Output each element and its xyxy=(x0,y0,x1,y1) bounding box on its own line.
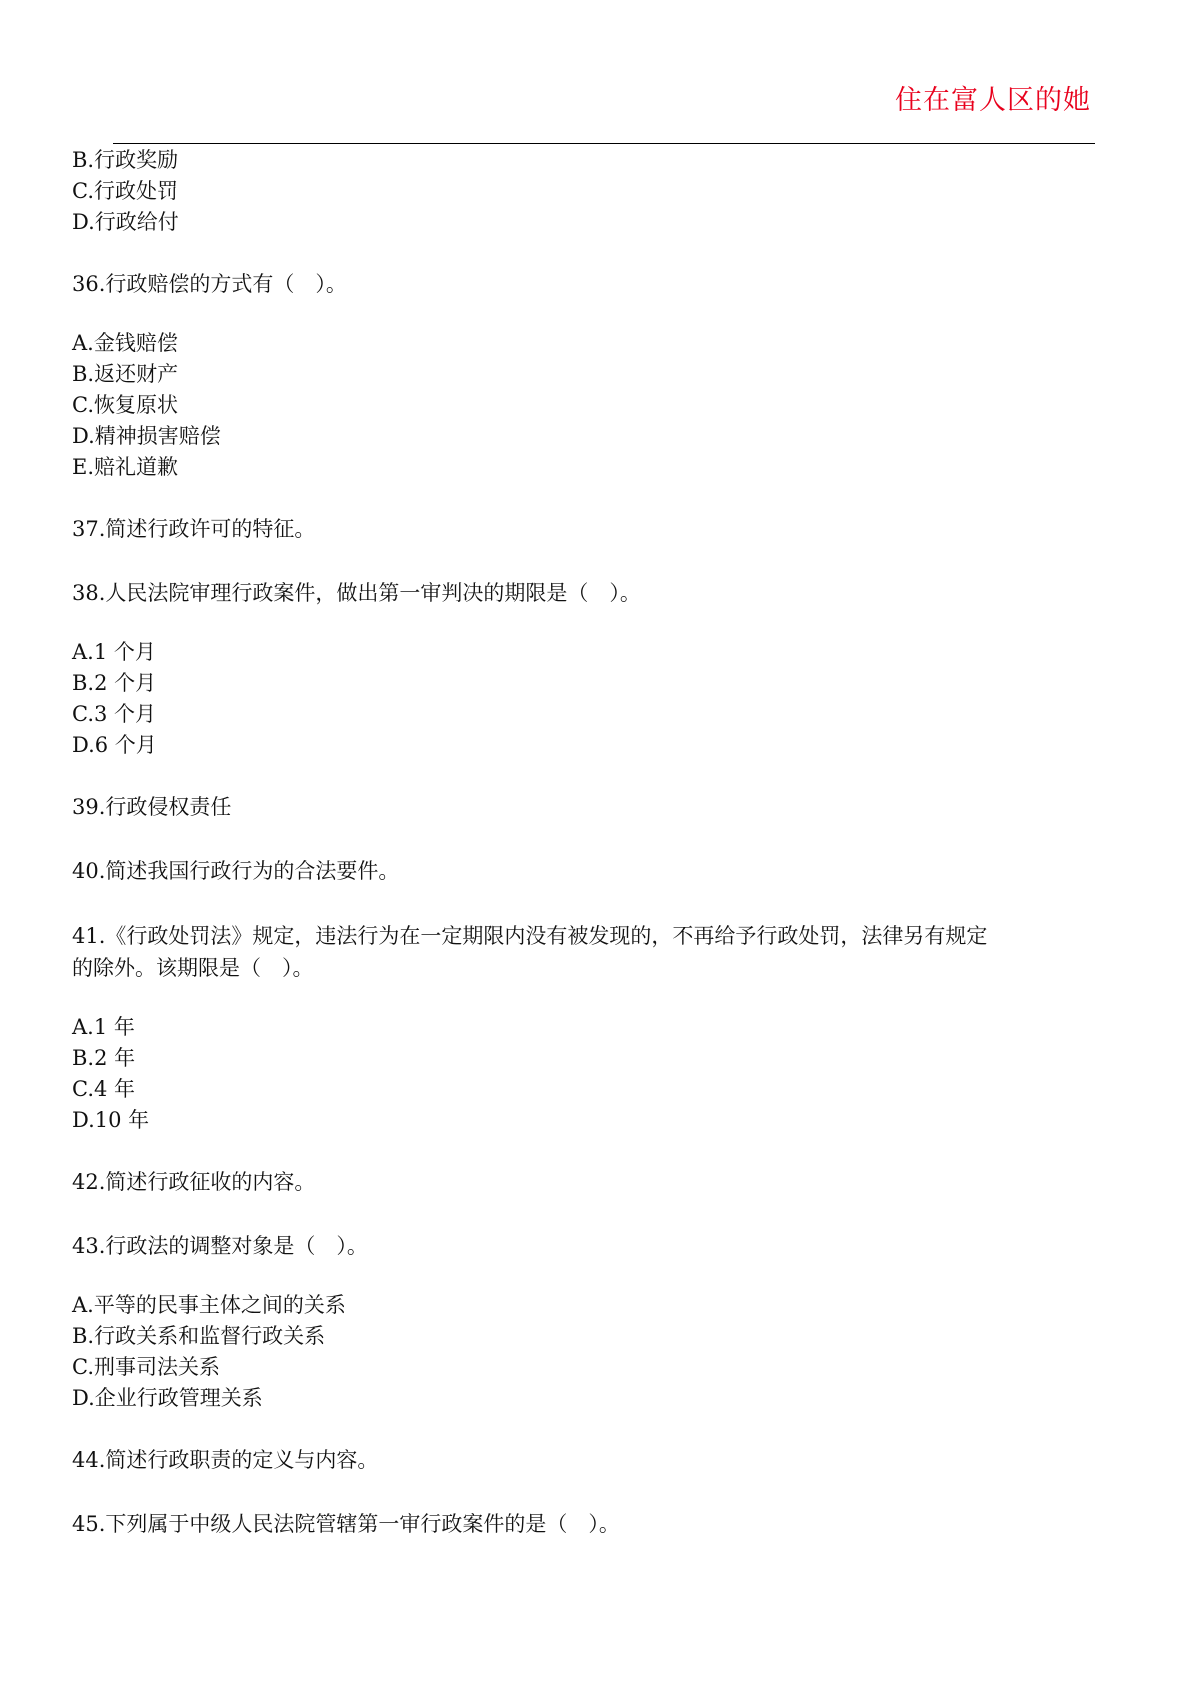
options-group-38 xyxy=(72,637,1132,761)
option-41-d: D.10 年 xyxy=(72,1108,150,1132)
option-43-d: D.企业行政管理关系 xyxy=(72,1386,263,1410)
question-38: 38.人民法院审理行政案件，做出第一审判决的期限是（ ）。 xyxy=(72,581,641,605)
option-36-c: C.恢复原状 xyxy=(72,393,178,417)
option-43-b: B.行政关系和监督行政关系 xyxy=(72,1324,326,1348)
question-44: 44.简述行政职责的定义与内容。 xyxy=(72,1448,379,1472)
header-title: 住在富人区的她 xyxy=(895,85,1091,116)
option-36-e: E.赔礼道歉 xyxy=(72,455,179,479)
option-41-a: A.1 年 xyxy=(72,1015,135,1039)
option-38-b: B.2 个月 xyxy=(72,671,157,695)
option-41-b: B.2 年 xyxy=(72,1046,136,1070)
option-38-a: A.1 个月 xyxy=(72,640,156,664)
question-40: 40.简述我国行政行为的合法要件。 xyxy=(72,859,400,883)
question-37: 37.简述行政许可的特征。 xyxy=(72,517,316,541)
document-body xyxy=(72,145,1132,1540)
question-41-line-2: 的除外。该期限是（ ）。 xyxy=(72,956,314,980)
option-35-d: D.行政给付 xyxy=(72,210,179,234)
question-42: 42.简述行政征收的内容。 xyxy=(72,1170,316,1194)
option-38-c: C.3 个月 xyxy=(72,702,157,726)
question-43: 43.行政法的调整对象是（ ）。 xyxy=(72,1234,368,1258)
question-45: 45.下列属于中级人民法院管辖第一审行政案件的是（ ）。 xyxy=(72,1512,620,1536)
question-39: 39.行政侵权责任 xyxy=(72,795,232,819)
option-36-a: A.金钱赔偿 xyxy=(72,331,178,355)
option-36-b: B.返还财产 xyxy=(72,362,179,386)
option-41-c: C.4 年 xyxy=(72,1077,136,1101)
question-36: 36.行政赔偿的方式有（ ）。 xyxy=(72,272,347,296)
option-35-c: C.行政处罚 xyxy=(72,179,178,203)
options-group-41 xyxy=(72,1012,1132,1136)
options-group-43 xyxy=(72,1290,1132,1414)
question-41 xyxy=(72,920,1132,984)
option-35-b: B.行政奖励 xyxy=(72,148,179,172)
option-43-c: C.刑事司法关系 xyxy=(72,1355,220,1379)
option-43-a: A.平等的民事主体之间的关系 xyxy=(72,1293,346,1317)
option-38-d: D.6 个月 xyxy=(72,733,157,757)
options-group-35 xyxy=(72,145,1132,238)
header-rule xyxy=(113,143,1095,144)
question-41-line-1: 41.《行政处罚法》规定，违法行为在一定期限内没有被发现的，不再给予行政处罚，法律另有规定 xyxy=(72,924,988,948)
option-36-d: D.精神损害赔偿 xyxy=(72,424,221,448)
options-group-36 xyxy=(72,328,1132,483)
